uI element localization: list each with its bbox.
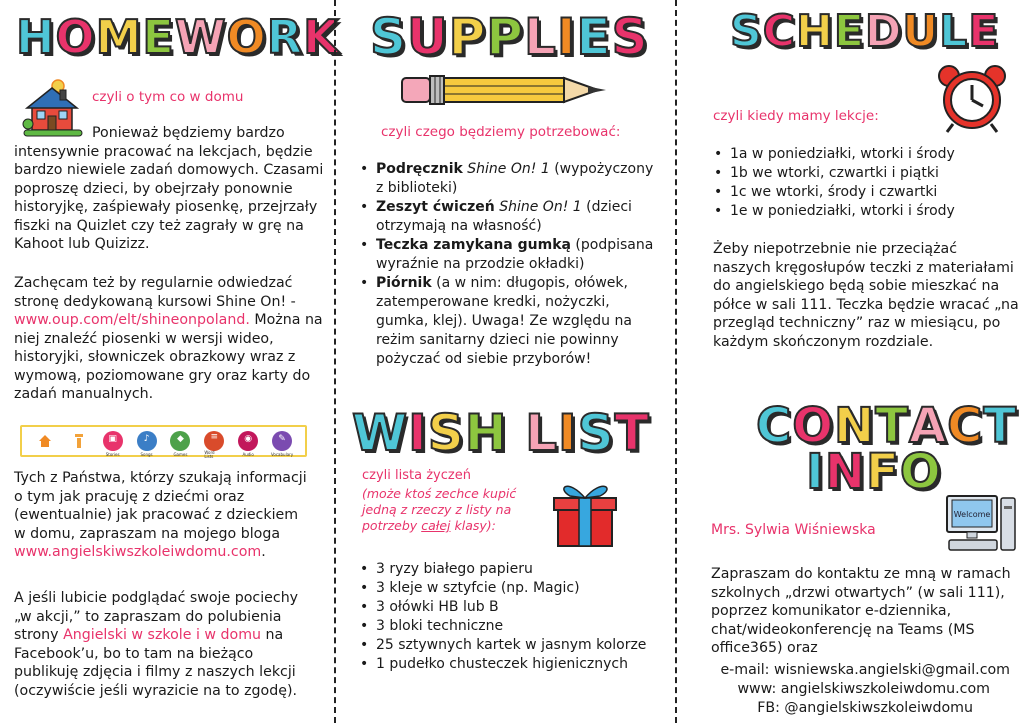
wishlist-subtitle: czyli lista życzeń: [362, 468, 471, 483]
contact-title-line-2: [806, 444, 942, 500]
title-letter: L: [523, 8, 557, 66]
resources-icon-bar: [20, 425, 307, 457]
wishlist-item: • 3 bloki techniczne: [356, 617, 666, 636]
schedule-item: • 1b we wtorki, czwartki i piątki: [710, 164, 1010, 183]
word-lists-icon[interactable]: ≡ Word Lists: [204, 431, 224, 451]
supplies-item: • Podręcznik Shine On! 1 (wypożyczony z biblioteki): [356, 160, 662, 198]
wishlist-item: • 3 kleje w sztyfcie (np. Magic): [356, 579, 666, 598]
contact-email[interactable]: e-mail: wisniewska.angielski@gmail.com: [720, 662, 1010, 678]
info-icon[interactable]: [69, 431, 89, 451]
title-letter: S: [730, 6, 763, 57]
title-letter: S: [370, 8, 408, 66]
homework-paragraph-2: Zachęcam też by regularnie odwiedzać stronę dedykowaną kursowi Shine On! - www.oup.com/elt/shineonpoland. Można na niej znaleźć piosenki w wersji wideo, historyjki, słowniczek obrazkowy wraz z wymową, poziomowane gry oraz karty do zadań manualnych.: [14, 275, 323, 402]
schedule-item: • 1a w poniedziałki, wtorki i środy: [710, 145, 1010, 164]
contact-facebook[interactable]: FB: @angielskiwszkoleiwdomu: [757, 700, 973, 716]
title-letter: N: [834, 398, 876, 454]
title-letter: U: [407, 8, 449, 66]
shineon-link[interactable]: www.oup.com/elt/shineonpoland.: [14, 312, 250, 328]
title-letter: E: [968, 6, 1000, 57]
title-letter: T: [983, 398, 1018, 454]
schedule-item: • 1c we wtorki, środy i czwartki: [710, 183, 1010, 202]
schedule-paragraph: Żeby niepotrzebnie nie przeciążać naszych kręgosłupów teczki z materiałami do angielskiego będą sobie mieszkać na półce w sali 111. Teczka będzie wracać „na przegląd techniczny” raz w miesiącu, po każdym skończonym rozdziale.: [713, 241, 1019, 350]
title-letter: D: [864, 6, 903, 57]
pencil-icon: [400, 70, 610, 110]
title-letter: N: [824, 444, 867, 500]
title-letter: S: [611, 8, 649, 66]
title-letter: O: [226, 10, 267, 64]
wishlist-list: [356, 560, 666, 674]
alarm-clock-icon: [933, 62, 1013, 134]
schedule-list: [710, 145, 1010, 221]
title-letter: E: [833, 6, 865, 57]
homework-title: [16, 10, 340, 64]
fold-line-2: [675, 0, 677, 723]
title-letter: O: [792, 398, 835, 454]
title-letter: E: [576, 8, 612, 66]
title-letter: L: [939, 6, 969, 57]
title-letter: P: [448, 8, 487, 66]
contact-paragraph: Zapraszam do kontaktu ze mną w ramach szkolnych „drzwi otwartych” (w sali 111), poprzez komunikator e-dziennika, chat/wideokonferencję na Teams (MS office365) oraz: [711, 566, 1011, 656]
title-letter: R: [266, 10, 304, 64]
title-letter: H: [464, 404, 508, 462]
title-letter: W: [174, 10, 227, 64]
schedule-subtitle: czyli kiedy mamy lekcje:: [713, 108, 879, 124]
blog-link[interactable]: www.angielskiwszkoleiwdomu.com: [14, 544, 262, 560]
title-letter: O: [55, 10, 96, 64]
homework-paragraph-4: A jeśli lubicie podglądać swoje pociechy „w akcji,” to zapraszam do polubienia strony Angielski w szkole i w domu na Facebook’u, bo to tam na bieżąco publikuję zdjęcia i filmy z naszych lekcji (oczywiście jeśli wyrazicie na to zgodę).: [14, 590, 299, 699]
schedule-title: [730, 6, 1000, 57]
computer-icon: [945, 492, 1017, 554]
title-letter: I: [558, 404, 578, 462]
wishlist-note: (może ktoś zechce kupić jedną z rzeczy z listy na potrzeby całej klasy):: [362, 486, 517, 533]
wishlist-title: [352, 404, 650, 462]
homework-paragraph-1: Ponieważ będziemy bardzo intensywnie pracować na lekcjach, będzie bardzo niewiele zadań domowych. Czasami poproszę dzieci, by obejrzały ponownie historyjkę, zaśpiewały piosenkę, przejrzały fiszki na Quizlet czy też zagrały w grę na Kahoot lub Quizizz.: [14, 125, 324, 252]
title-letter: F: [866, 444, 900, 500]
title-letter: I: [806, 444, 825, 500]
home-icon[interactable]: [35, 431, 55, 451]
title-letter: E: [142, 10, 175, 64]
wishlist-item: • 25 sztywnych kartek w jasnym kolorze: [356, 636, 666, 655]
facebook-page-link[interactable]: Angielski w szkole i w domu: [63, 627, 262, 643]
title-letter: T: [875, 398, 909, 454]
title-letter: H: [16, 10, 56, 64]
songs-icon[interactable]: ♪ Songs: [137, 431, 157, 451]
supplies-title: [370, 8, 649, 66]
supplies-item: • Zeszyt ćwiczeń Shine On! 1 (dzieci otrzymają na własność): [356, 198, 662, 236]
title-letter: S: [577, 404, 615, 462]
contact-www[interactable]: www: angielskiwszkoleiwdomu.com: [737, 681, 990, 697]
vocabulary-icon[interactable]: ✎ Vocabulary: [272, 431, 292, 451]
supplies-item: • Piórnik (a w nim: długopis, ołówek, zatemperowane kredki, nożyczki, gumka, klej). Uwaga! Ze względu na reżim sanitarny dzieci nie powinny pożyczać od siebie przyborów!: [356, 274, 662, 369]
schedule-column: [690, 0, 1023, 723]
title-letter: C: [762, 6, 796, 57]
title-letter: A: [908, 398, 948, 454]
title-letter: S: [427, 404, 465, 462]
wishlist-item: • 3 ryzy białego papieru: [356, 560, 666, 579]
wishlist-item: • 3 ołówki HB lub B: [356, 598, 666, 617]
supplies-list: [356, 160, 662, 369]
homework-subtitle: czyli o tym co w domu: [92, 89, 244, 105]
supplies-item: • Teczka zamykana gumką (podpisana wyraźnie na przodzie okładki): [356, 236, 662, 274]
fold-line-1: [334, 0, 336, 723]
homework-column: [0, 0, 340, 723]
title-letter: O: [899, 444, 942, 500]
contact-title-line-1: [756, 398, 1018, 454]
title-letter: I: [556, 8, 577, 66]
stories-icon[interactable]: ▣ Stories: [103, 431, 123, 451]
title-letter: C: [756, 398, 793, 454]
title-letter: P: [486, 8, 524, 66]
computer-screen-text: Welcome: [953, 510, 991, 519]
schedule-item: • 1e w poniedziałki, wtorki i środy: [710, 202, 1010, 221]
title-letter: U: [902, 6, 940, 57]
wishlist-item: • 1 pudełko chusteczek higienicznych: [356, 655, 666, 674]
title-letter: T: [614, 404, 650, 462]
title-letter: H: [796, 6, 834, 57]
teacher-name: Mrs. Sylwia Wiśniewska: [711, 522, 876, 538]
title-letter: W: [352, 404, 409, 462]
title-letter: L: [525, 404, 559, 462]
audio-icon[interactable]: ◉ Audio: [238, 431, 258, 451]
homework-paragraph-3: Tych z Państwa, którzy szukają informacji o tym jak pracuję z dziećmi oraz (ewentualnie) jak pracować z dzieckiem w domu, zapraszam na mojego bloga www.angielskiwszkoleiwdomu.com.: [14, 470, 307, 560]
games-icon[interactable]: ◆ Games: [170, 431, 190, 451]
title-letter: M: [95, 10, 143, 64]
title-letter: K: [303, 10, 340, 64]
title-letter: C: [947, 398, 984, 454]
supplies-subtitle: czyli czego będziemy potrzebować:: [381, 124, 621, 140]
supplies-column: [338, 0, 668, 723]
gift-icon: [548, 476, 624, 550]
title-letter: I: [408, 404, 428, 462]
